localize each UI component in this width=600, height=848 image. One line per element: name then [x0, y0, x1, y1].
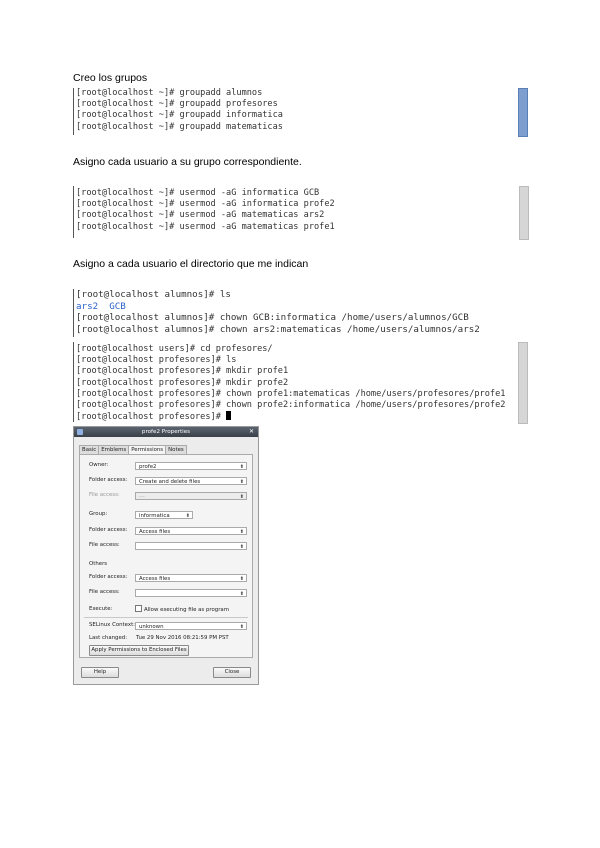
dialog-title: profe2 Properties — [141, 429, 191, 435]
terminal-line: [root@localhost ~]# usermod -aG informatica GCB — [76, 188, 320, 198]
owner-file-value: --- — [139, 494, 145, 500]
terminal-line: [root@localhost users]# cd profesores/ — [76, 344, 273, 354]
tab-permissions[interactable]: Permissions — [128, 445, 166, 455]
others-folder-label: Folder access: — [89, 574, 128, 580]
terminal-line: [root@localhost profesores]# chown profe1:matematicas /home/users/profesores/profe1 — [76, 388, 506, 399]
execute-checkbox-row[interactable] — [135, 605, 229, 614]
group-folder-label: Folder access: — [89, 527, 128, 533]
chevron-down-icon: ⬍ — [239, 529, 244, 535]
owner-folder-select[interactable] — [135, 477, 247, 485]
group-folder-value: Access files — [139, 529, 171, 535]
others-folder-select[interactable] — [135, 574, 247, 582]
apply-permissions-button[interactable] — [89, 645, 189, 656]
terminal-line: [root@localhost ~]# groupadd informatica — [76, 110, 283, 121]
dialog-tabs — [79, 445, 186, 454]
terminal-line: [root@localhost profesores]# mkdir profe1 — [76, 366, 289, 377]
terminal-line: [root@localhost profesores]# chown profe2:informatica /home/users/profesores/profe2 — [76, 400, 506, 411]
terminal-line: [root@localhost ~]# groupadd alumnos — [76, 88, 263, 98]
terminal-scrollbar[interactable] — [519, 186, 529, 240]
terminal-line: [root@localhost alumnos]# chown GCB:informatica /home/users/alumnos/GCB — [76, 312, 469, 323]
group-file-select[interactable] — [135, 542, 247, 550]
owner-value: profe2 — [139, 464, 157, 470]
others-heading: Others — [89, 561, 108, 567]
help-button[interactable] — [81, 667, 119, 678]
terminal-line: [root@localhost alumnos]# ls — [76, 289, 231, 300]
owner-file-label: File access: — [89, 492, 120, 498]
chevron-down-icon: ⬍ — [185, 513, 190, 519]
group-file-label: File access: — [89, 542, 120, 548]
terminal-scrollbar[interactable] — [518, 342, 528, 424]
selinux-value: unknown — [139, 624, 164, 630]
execute-checkbox-label: Allow executing file as program — [144, 607, 229, 613]
terminal-line: [root@localhost profesores]# mkdir profe2 — [76, 377, 289, 388]
group-folder-select[interactable] — [135, 527, 247, 535]
tab-basic[interactable]: Basic — [79, 445, 99, 454]
selinux-select[interactable] — [135, 622, 247, 630]
terminal-chown-profesores — [73, 342, 529, 422]
terminal-lines — [73, 289, 525, 335]
heading-asignar-grupos: Asigno cada usuario a su grupo correspondiente. — [73, 156, 302, 168]
terminal-lines — [73, 186, 513, 233]
help-label: Help — [93, 669, 107, 675]
others-folder-value: Access files — [139, 576, 171, 582]
execute-label: Execute: — [89, 606, 113, 612]
chevron-down-icon: ⬍ — [239, 624, 244, 630]
owner-select[interactable] — [135, 462, 247, 470]
terminal-line: [root@localhost profesores]# ls — [76, 355, 237, 366]
terminal-chown-alumnos — [73, 289, 525, 337]
owner-label: Owner: — [89, 462, 109, 468]
others-file-select[interactable] — [135, 589, 247, 597]
terminal-cursor — [226, 411, 231, 420]
properties-dialog — [73, 426, 259, 685]
terminal-lines — [73, 88, 529, 133]
last-changed-value: Tue 29 Nov 2016 08:21:59 PM PST — [136, 635, 229, 641]
owner-folder-value: Create and delete files — [139, 479, 201, 485]
heading-crear-grupos: Creo los grupos — [73, 72, 148, 84]
heading-asignar-directorio: Asigno a cada usuario el directorio que me indican — [73, 258, 309, 270]
last-changed-label: Last changed: — [89, 635, 128, 641]
chevron-down-icon: ⬍ — [239, 591, 244, 597]
tab-notes[interactable]: Notes — [165, 445, 187, 454]
close-button[interactable] — [213, 667, 251, 678]
dialog-titlebar — [74, 427, 258, 437]
owner-folder-label: Folder access: — [89, 477, 128, 483]
selinux-label: SELinux Context: — [89, 622, 135, 628]
terminal-border — [73, 289, 74, 337]
close-label: Close — [224, 669, 240, 675]
others-file-label: File access: — [89, 589, 120, 595]
terminal-line: [root@localhost ~]# usermod -aG informatica profe2 — [76, 199, 335, 210]
folder-icon — [77, 429, 83, 435]
terminal-usermod — [73, 186, 513, 238]
group-select[interactable] — [135, 511, 193, 519]
apply-permissions-label: Apply Permissions to Enclosed Files — [91, 647, 187, 653]
divider — [84, 617, 248, 618]
terminal-border — [73, 88, 74, 135]
close-icon[interactable]: ✕ — [248, 428, 254, 435]
terminal-line: [root@localhost ~]# usermod -aG matematicas ars2 — [76, 210, 325, 221]
chevron-down-icon: ⬍ — [239, 576, 244, 582]
owner-file-select[interactable] — [135, 492, 247, 500]
ls-output: ars2 GCB — [76, 300, 126, 312]
chevron-down-icon: ⬍ — [239, 464, 244, 470]
terminal-lines — [73, 342, 529, 423]
permissions-panel — [79, 454, 253, 658]
tab-emblems[interactable]: Emblems — [98, 445, 129, 454]
terminal-line: [root@localhost alumnos]# chown ars2:matematicas /home/users/alumnos/ars2 — [76, 323, 480, 335]
terminal-border — [73, 186, 74, 238]
chevron-down-icon: ⬍ — [239, 479, 244, 485]
execute-checkbox[interactable] — [135, 605, 142, 612]
terminal-line: [root@localhost ~]# usermod -aG matematicas profe1 — [76, 221, 335, 232]
group-value: informatica — [139, 513, 170, 519]
terminal-line: [root@localhost ~]# groupadd matematicas — [76, 121, 283, 132]
group-label: Group: — [89, 511, 108, 517]
terminal-scrollbar[interactable] — [518, 88, 528, 137]
chevron-down-icon: ⬍ — [239, 494, 244, 500]
chevron-down-icon: ⬍ — [239, 544, 244, 550]
terminal-groupadd — [73, 88, 529, 135]
terminal-prompt: [root@localhost profesores]# — [76, 412, 227, 423]
terminal-border — [73, 342, 74, 422]
terminal-line: [root@localhost ~]# groupadd profesores — [76, 99, 278, 110]
